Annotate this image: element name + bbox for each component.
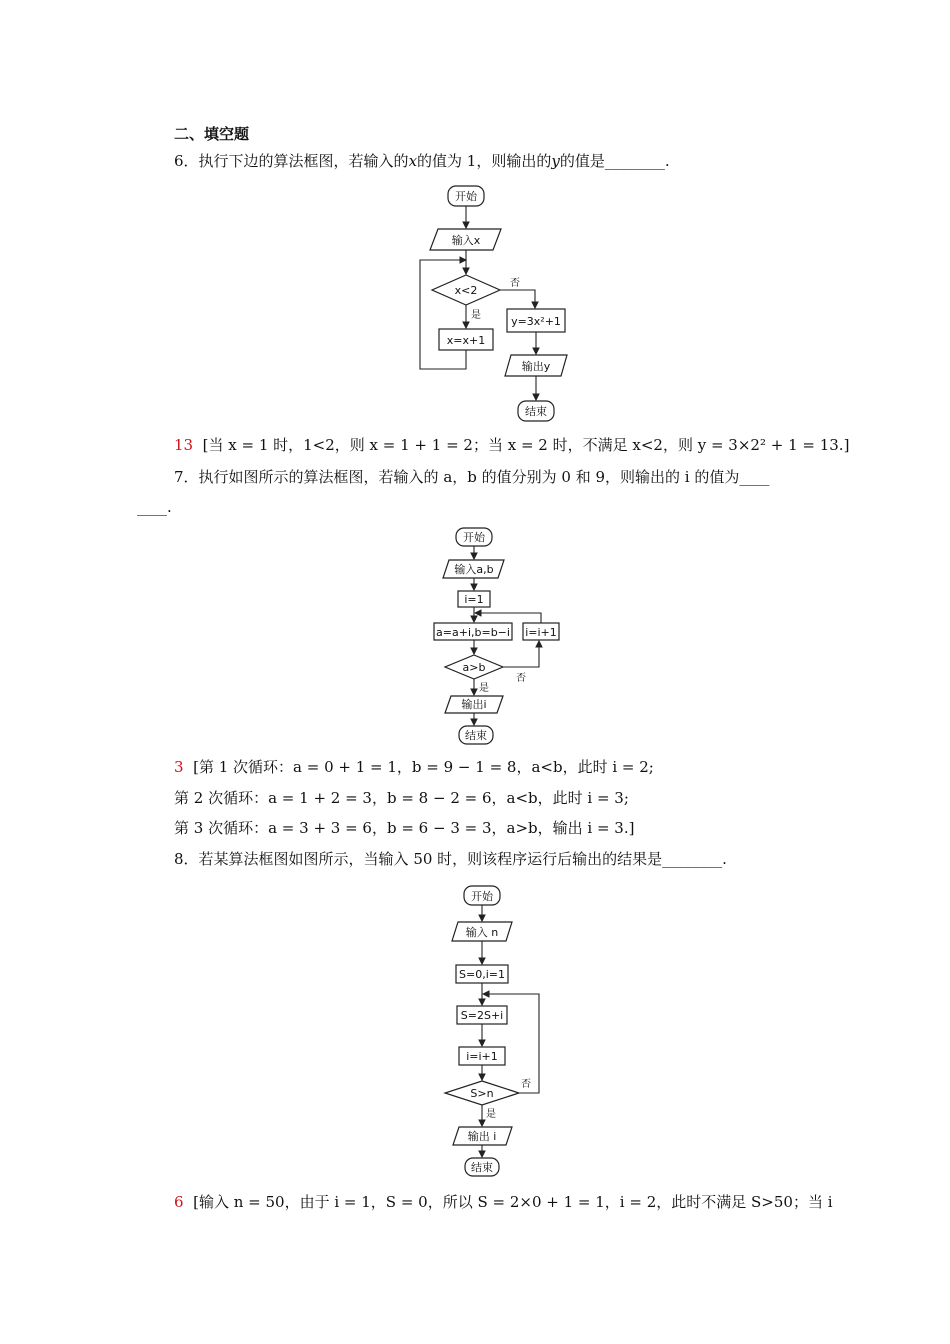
start-label: 开始 [471,890,493,903]
decision-label: S>n [470,1087,494,1100]
section-title: 二、填空题 [174,125,250,143]
output-label: 输出i [461,698,487,711]
answer-8 [174,1192,833,1212]
answer-value: 6 [174,1193,184,1211]
incr-label: i=i+1 [466,1050,498,1063]
question-number: 6． [174,152,199,170]
output-label: 输出y [521,360,551,373]
yes-label: 是 [486,1109,496,1120]
input-label: 输入x [451,234,481,247]
update-label: S=2S+i [460,1009,504,1022]
decision-label: x<2 [454,284,478,297]
question-number: 7． [174,468,199,486]
question-text: 的值为 1，则输出的 [417,152,552,170]
assign-label: x=x+1 [446,334,486,347]
calc-label: y=3x²+1 [511,315,561,328]
init-label: S=0,i=1 [459,968,505,981]
question-text: 执行下边的算法框图，若输入的 [198,152,409,170]
input-label: 输入 n [465,926,499,939]
start-label: 开始 [455,190,477,203]
question-text: 的值是________. [559,152,670,170]
answer-7-line-2: 第 2 次循环：a = 1 + 2 = 3，b = 8 − 2 = 6，a<b，此时 i = 3; [174,789,629,807]
yes-label: 是 [471,310,481,321]
no-label: 否 [521,1079,531,1090]
update-label: a=a+i,b=b−i [436,626,510,639]
answer-value: 13 [174,436,194,454]
no-label: 否 [516,673,526,684]
end-label: 结束 [471,1161,493,1174]
init-label: i=1 [464,593,484,606]
incr-label: i=i+1 [525,626,557,639]
variable-y: y [551,152,560,170]
yes-label: 是 [479,683,489,694]
answer-explanation: [当 x = 1 时，1<2，则 x = 1 + 1 = 2；当 x = 2 时，不满足 x<2，则 y = 3×2² + 1 = 13.] [202,436,850,454]
answer-explanation: [输入 n = 50，由于 i = 1，S = 0，所以 S = 2×0 + 1 = 1，i = 2，此时不满足 S>50；当 i [193,1193,833,1211]
answer-explanation: [第 1 次循环：a = 0 + 1 = 1，b = 9 − 1 = 8，a<b，此时 i = 2; [193,758,654,776]
end-label: 结束 [525,405,547,418]
end-label: 结束 [465,729,487,742]
question-7-continued: ____. [137,498,172,516]
question-number: 8． [174,850,199,868]
answer-7-line-3: 第 3 次循环：a = 3 + 3 = 6，b = 6 − 3 = 3，a>b，输出 i = 3.] [174,819,635,837]
question-text: 若某算法框图如图所示，当输入 50 时，则该程序运行后输出的结果是________. [198,850,727,868]
answer-value: 3 [174,758,184,776]
variable-x: x [408,152,418,170]
question-text: 执行如图所示的算法框图，若输入的 a，b 的值分别为 0 和 9，则输出的 i 的值为____ [198,468,770,486]
start-label: 开始 [463,531,485,544]
decision-label: a>b [462,661,486,674]
output-label: 输出 i [467,1130,497,1143]
input-label: 输入a,b [454,563,494,576]
no-label: 否 [510,278,520,289]
